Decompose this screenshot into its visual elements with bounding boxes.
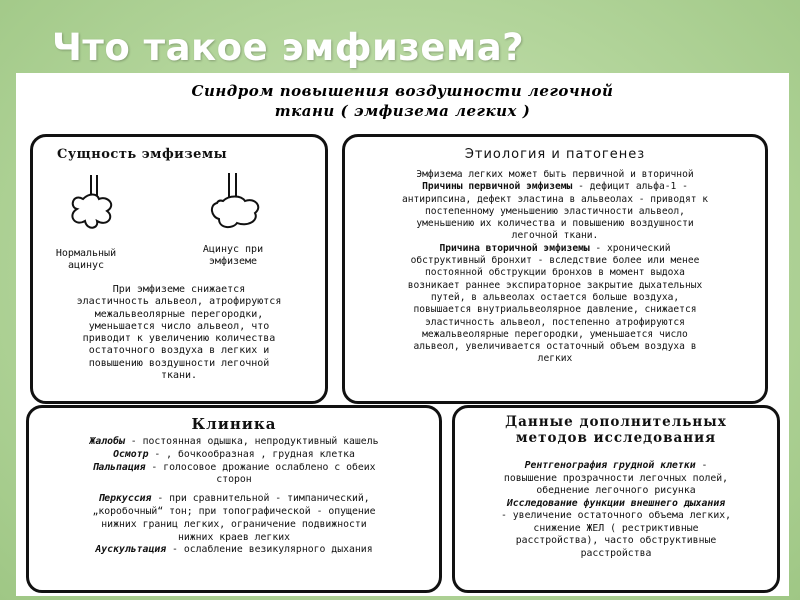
methods-title: Данные дополнительных методов исследования [505,414,727,446]
normal-acinus-shape [72,195,111,228]
clinic-box [26,405,442,593]
methods-text: Рентгенография грудной клетки - повышение прозрачности легочных полей, обеднение легочного рисунка Исследование функции внешнего дыхания - увеличение остаточного объема легких, снижение ЖЕЛ ( рестриктивные расстройства), часто обструктивные расстройства [500,460,732,559]
content-panel [16,73,789,596]
header-line-2: ткани ( эмфизема легких ) [274,102,531,120]
normal-acinus-label: Нормальный ацинус [55,248,117,272]
header-title [16,81,789,121]
emphysema-acinus-shape [212,197,258,228]
header-line-1: Синдром повышения воздушности легочной [191,82,614,100]
methods-box [452,405,780,593]
emphysema-acinus-label: Ацинус при эмфиземе [202,244,264,268]
essence-title: Сущность эмфиземы [57,147,228,162]
etiology-text: Эмфизема легких может быть первичной и вторичной Причины первичной эмфиземы - дефицит альфа-1 - антирипсина, дефект эластина в альвеолах - приводят к постепенному уменьшению эластичности альвеол, уменьшению их количества и повышению воздушности легочной ткани. Причина вторичной эмфиземы - хронический обструктивный бронхит - вследствие более или менее постоянной обструкции бронхов в момент выдоха возникает раннее экспираторное закрытие дыхательных путей, в альвеолах остается больше воздуха, повышается внутриальвеолярное давление, снижается эластичность альвеол, постепенно атрофируются межальвеолярные перегородки, уменьшается число альвеол, увеличивается остаточный объем воздуха в легких [401,169,709,365]
emphysema-acinus-icon [229,173,236,199]
etiology-box [342,134,768,404]
slide-title: Что такое эмфизема? [52,26,525,69]
clinic-title: Клиника [191,415,277,433]
etiology-title: Этиология и патогенез [464,147,646,162]
clinic-text: Жалобы - постоянная одышка, непродуктивный кашель Осмотр - , бочкообразная , грудная клетка Пальпация - голосовое дрожание ослаблено с обеих сторон Перкуссия - при сравнительной - тимпанический, „коробочный“ тон; при топографической - опущение нижних границ легких, ограничение подвижности нижних краев легких Аускультация - ослабление везикулярного дыхания [89,436,379,556]
acinus-illustration [33,171,325,241]
essence-text: При эмфиземе снижается эластичность альвеол, атрофируются межальвеолярные перегородки, уменьшается число альвеол, что приводит к увеличению количества остаточного воздуха в легких и повышению воздушности легочной ткани. [76,284,282,382]
essence-box [30,134,328,404]
